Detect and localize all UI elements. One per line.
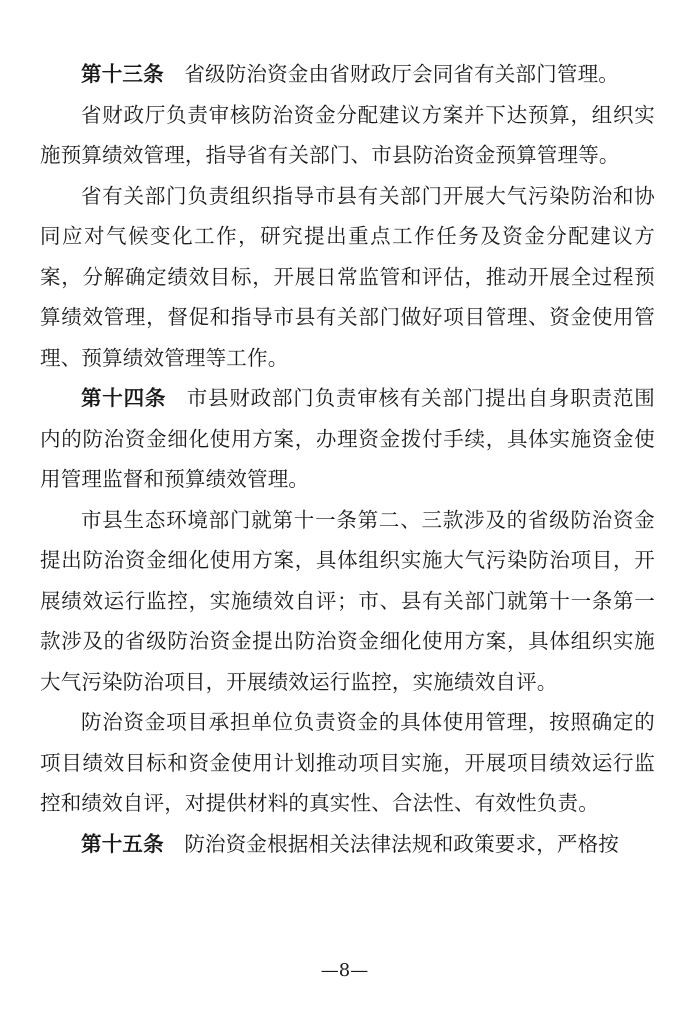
paragraph — [40, 95, 655, 176]
paragraph-text: 省级防治资金由省财政厅会同省有关部门管理。 — [184, 62, 620, 86]
paragraph-text: 市县生态环境部门就第十一条第二、三款涉及的省级防治资金提出防治资金细化使用方案，具体组织实施大气污染防治项目，开展绩效运行监控，实施绩效自评；市、县有关部门就第十一条第一款涉及的省级防治资金提出防治资金细化使用方案，具体组织实施大气污染防治项目，开展绩效运行监控，实施绩效自评。 — [40, 507, 655, 694]
document-body — [40, 54, 655, 864]
paragraph — [40, 176, 655, 379]
paragraph — [40, 702, 655, 824]
paragraph-text: 防治资金根据相关法律法规和政策要求，严格按 — [184, 831, 620, 856]
article-heading: 第十三条 — [81, 62, 164, 86]
article-heading: 第十五条 — [81, 831, 164, 856]
paragraph-article-14 — [40, 378, 655, 500]
paragraph-article-13 — [40, 54, 655, 95]
article-heading: 第十四条 — [81, 386, 167, 410]
paragraph-text: 省财政厅负责审核防治资金分配建议方案并下达预算，组织实施预算绩效管理，指导省有关部门、市县防治资金预算管理等。 — [40, 102, 655, 167]
paragraph-text: 省有关部门负责组织指导市县有关部门开展大气污染防治和协同应对气候变化工作，研究提出重点工作任务及资金分配建议方案，分解确定绩效目标，开展日常监管和评估，推动开展全过程预算绩效管理，督促和指导市县有关部门做好项目管理、资金使用管理、预算绩效管理等工作。 — [40, 183, 655, 370]
paragraph-text: 市县财政部门负责审核有关部门提出自身职责范围内的防治资金细化使用方案，办理资金拨付手续，具体实施资金使用管理监督和预算绩效管理。 — [40, 386, 655, 491]
paragraph-text: 防治资金项目承担单位负责资金的具体使用管理，按照确定的项目绩效目标和资金使用计划推动项目实施，开展项目绩效运行监控和绩效自评，对提供材料的真实性、合法性、有效性负责。 — [40, 710, 655, 815]
page-number: —8— — [320, 960, 369, 981]
paragraph-article-15 — [40, 824, 655, 865]
paragraph — [40, 500, 655, 703]
